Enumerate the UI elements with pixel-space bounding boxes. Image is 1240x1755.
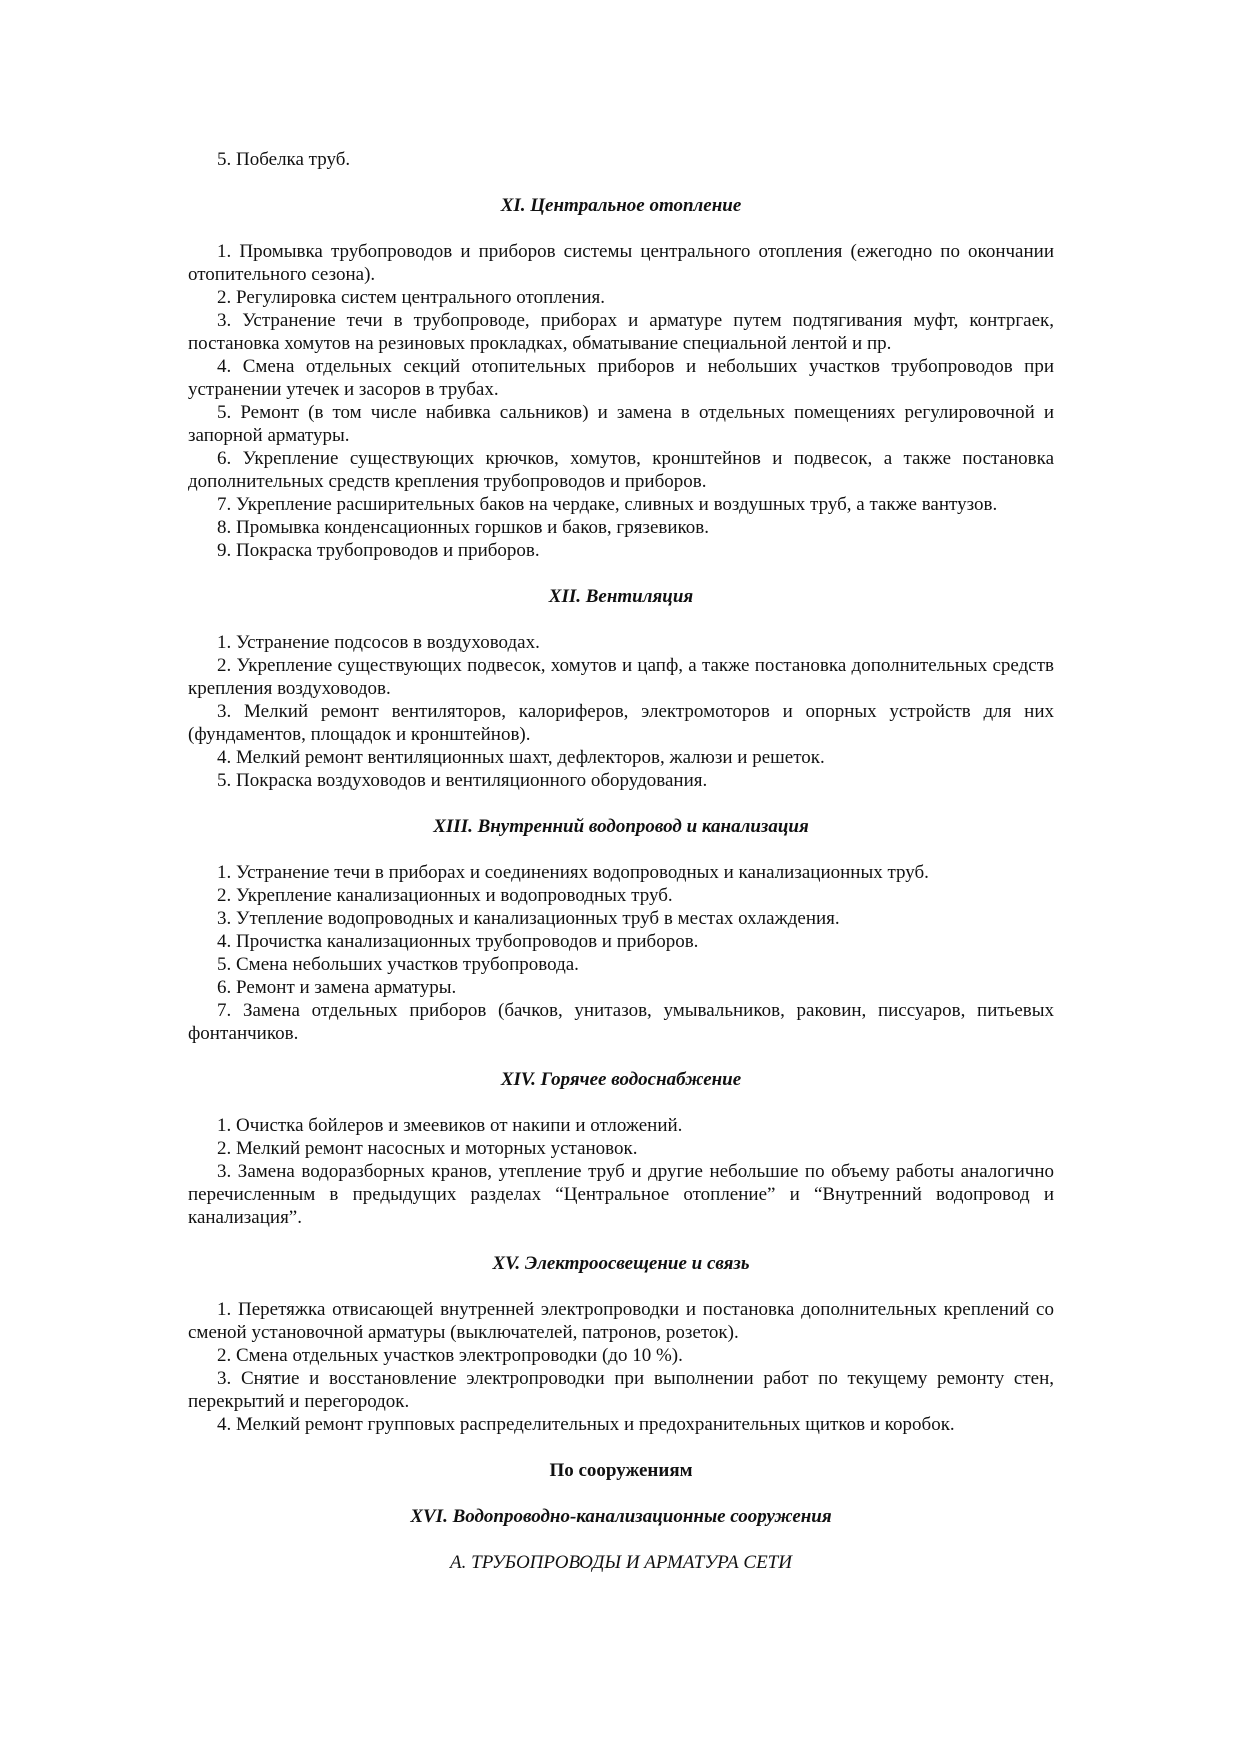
list-item: 1. Очистка бойлеров и змеевиков от накипи и отложений.	[217, 1115, 683, 1136]
list-item: 4. Мелкий ремонт вентиляционных шахт, дефлекторов, жалюзи и решеток.	[217, 747, 825, 768]
list-item: 8. Промывка конденсационных горшков и баков, грязевиков.	[217, 517, 710, 538]
list-item: 2. Регулировка систем центрального отопления.	[217, 287, 605, 308]
list-item: 2. Смена отдельных участков электропроводки (до 10 %).	[217, 1345, 683, 1366]
list-item: 2. Укрепление канализационных и водопроводных труб.	[217, 885, 673, 906]
section-xi	[188, 194, 1054, 562]
section-xv	[188, 1252, 1054, 1436]
list-item: 1. Устранение течи в приборах и соединениях водопроводных и канализационных труб.	[217, 862, 929, 883]
list-item: 6. Укрепление существующих крючков, хомутов, кронштейнов и подвесок, а также постановка дополнительных средств крепления трубопроводов и приборов.	[188, 448, 1054, 492]
list-item: 2. Мелкий ремонт насосных и моторных установок.	[217, 1138, 638, 1159]
list-item: 7. Укрепление расширительных баков на чердаке, сливных и воздушных труб, а также вантузов.	[217, 494, 998, 515]
list-item: 4. Прочистка канализационных трубопроводов и приборов.	[217, 931, 699, 952]
section-xiv	[188, 1068, 1054, 1229]
section-xiii	[188, 815, 1054, 1045]
section-xii	[188, 585, 1054, 792]
section-title: XII. Вентиляция	[548, 586, 694, 607]
section-title: XIII. Внутренний водопровод и канализация	[433, 816, 809, 837]
section-title: XI. Центральное отопление	[500, 195, 742, 216]
list-item: 4. Смена отдельных секций отопительных приборов и небольших участков трубопроводов при устранении утечек и засоров в трубах.	[188, 356, 1054, 400]
paragraph: 5. Побелка труб.	[217, 149, 351, 170]
list-item: 3. Устранение течи в трубопроводе, приборах и арматуре путем подтягивания муфт, контргаек, постановка хомутов на резиновых прокладках, обматывание специальной лентой и пр.	[188, 310, 1054, 354]
list-item: 5. Ремонт (в том числе набивка сальников) и замена в отдельных помещениях регулировочной и запорной арматуры.	[188, 402, 1054, 446]
list-item: 5. Смена небольших участков трубопровода.	[217, 954, 579, 975]
list-item: 3. Снятие и восстановление электропроводки при выполнении работ по текущему ремонту стен, перекрытий и перегородок.	[188, 1368, 1054, 1412]
list-item: 1. Перетяжка отвисающей внутренней электропроводки и постановка дополнительных креплений со сменой установочной арматуры (выключателей, патронов, розеток).	[188, 1299, 1054, 1343]
section-title: XV. Электроосвещение и связь	[492, 1253, 750, 1274]
list-item: 3. Замена водоразборных кранов, утепление труб и другие небольшие по объему работы аналогично перечисленным в предыдущих разделах “Центральное отопление” и “Внутренний водопровод и канализация”.	[188, 1161, 1054, 1228]
list-item: 6. Ремонт и замена арматуры.	[217, 977, 457, 998]
list-item: 3. Утепление водопроводных и канализационных труб в местах охлаждения.	[217, 908, 840, 929]
list-item: 1. Устранение подсосов в воздуховодах.	[217, 632, 540, 653]
list-item: 5. Покраска воздуховодов и вентиляционного оборудования.	[217, 770, 708, 791]
list-item: 2. Укрепление существующих подвесок, хомутов и цапф, а также постановка дополнительных средств крепления воздуховодов.	[188, 655, 1054, 699]
group-heading: По сооружениям	[549, 1460, 693, 1481]
subsection-title: А. ТРУБОПРОВОДЫ И АРМАТУРА СЕТИ	[450, 1552, 792, 1573]
list-item: 9. Покраска трубопроводов и приборов.	[217, 540, 540, 561]
list-item: 1. Промывка трубопроводов и приборов системы центрального отопления (ежегодно по окончании отопительного сезона).	[188, 241, 1054, 285]
section-title: XIV. Горячее водоснабжение	[500, 1069, 742, 1090]
section-title: XVI. Водопроводно-канализационные сооружения	[410, 1506, 832, 1527]
list-item: 7. Замена отдельных приборов (бачков, унитазов, умывальников, раковин, писсуаров, питьевых фонтанчиков.	[188, 1000, 1054, 1044]
list-item: 4. Мелкий ремонт групповых распределительных и предохранительных щитков и коробок.	[217, 1414, 955, 1435]
list-item: 3. Мелкий ремонт вентиляторов, калориферов, электромоторов и опорных устройств для них (фундаментов, площадок и кронштейнов).	[188, 701, 1054, 745]
